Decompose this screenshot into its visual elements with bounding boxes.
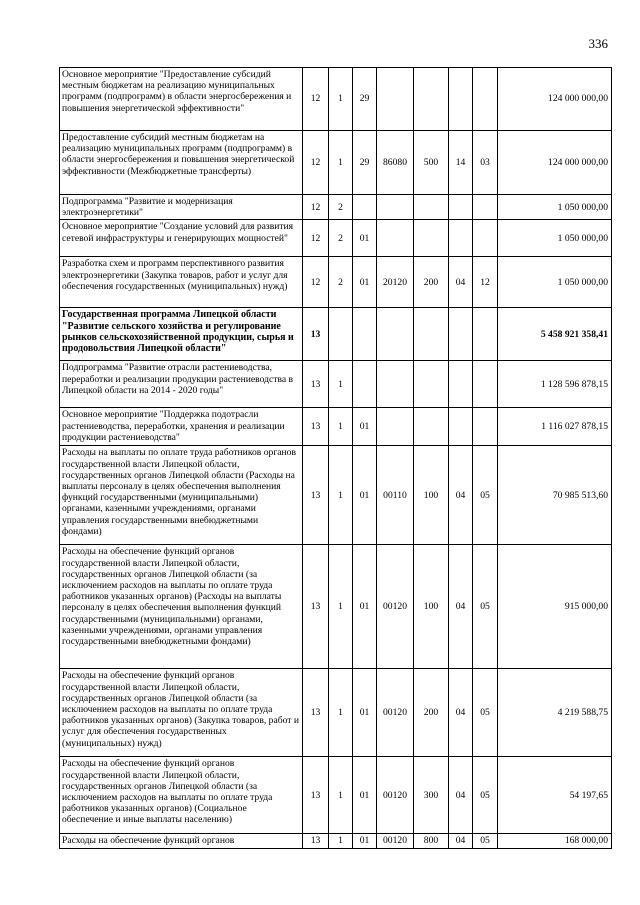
- main-activity-code-cell: 29: [353, 68, 377, 131]
- amount-cell: 1 050 000,00: [498, 195, 612, 220]
- main-activity-code-cell: 01: [353, 545, 377, 669]
- row-name-cell: Подпрограмма "Развитие отрасли растениеводства, переработки и реализации продукции растениеводства в Липецкой области на 2014 - 2020 годы": [60, 361, 303, 408]
- table-row: [60, 308, 612, 361]
- program-code-cell: 13: [303, 308, 329, 361]
- amount-cell: 1 050 000,00: [498, 257, 612, 308]
- subprogram-code-cell: 1: [329, 834, 353, 848]
- subprogram-code-cell: 2: [329, 220, 353, 257]
- main-activity-code-cell: [353, 308, 377, 361]
- subsection-code-cell: [473, 361, 498, 408]
- row-name-cell: Расходы на обеспечение функций органов государственной власти Липецкой области, государственных органов Липецкой области (за исключением расходов на выплаты по оплате труда работников указанных органов) (Социальное обеспечение и иные выплаты населению): [60, 757, 303, 834]
- direction-code-cell: 00110: [377, 446, 414, 545]
- row-name-cell: Расходы на обеспечение функций органов государственной власти Липецкой области, государственных органов Липецкой области (за исключением расходов на выплаты по оплате труда работников указанных органов) (Расходы на выплаты персоналу в целях обеспечения выполнения функций государственными (муниципальными) органами, казенными учреждениями, органами управления государственными внебюджетными фондами): [60, 545, 303, 669]
- expense-type-code-cell: 500: [414, 131, 449, 195]
- direction-code-cell: 86080: [377, 131, 414, 195]
- program-code-cell: 13: [303, 757, 329, 834]
- row-name-cell: Государственная программа Липецкой области "Развитие сельского хозяйства и регулирование рынков сельскохозяйственной продукции, сырья и продовольствия Липецкой области": [60, 308, 303, 361]
- subprogram-code-cell: 2: [329, 257, 353, 308]
- expense-type-code-cell: [414, 220, 449, 257]
- row-name-cell: Подпрограмма "Развитие и модернизация электроэнергетики": [60, 195, 303, 220]
- expense-type-code-cell: [414, 195, 449, 220]
- program-code-cell: 12: [303, 68, 329, 131]
- subprogram-code-cell: 1: [329, 669, 353, 757]
- subprogram-code-cell: 1: [329, 408, 353, 446]
- subprogram-code-cell: 1: [329, 545, 353, 669]
- row-name-cell: Расходы на обеспечение функций органов: [60, 834, 303, 848]
- subsection-code-cell: 05: [473, 669, 498, 757]
- table-row: [60, 834, 612, 848]
- expense-type-code-cell: 800: [414, 834, 449, 848]
- direction-code-cell: [377, 220, 414, 257]
- amount-cell: 70 985 513,60: [498, 446, 612, 545]
- section-code-cell: 04: [449, 757, 473, 834]
- amount-cell: 4 219 588,75: [498, 669, 612, 757]
- main-activity-code-cell: 01: [353, 220, 377, 257]
- table-row: [60, 446, 612, 545]
- subsection-code-cell: 05: [473, 757, 498, 834]
- main-activity-code-cell: [353, 195, 377, 220]
- amount-cell: 915 000,00: [498, 545, 612, 669]
- section-code-cell: [449, 308, 473, 361]
- row-name-cell: Основное мероприятие "Предоставление субсидий местным бюджетам на реализацию муниципальных программ (подпрограмм) в области энергосбережения и повышения энергетической эффективности": [60, 68, 303, 131]
- program-code-cell: 12: [303, 257, 329, 308]
- amount-cell: 1 128 596 878,15: [498, 361, 612, 408]
- table-row: [60, 195, 612, 220]
- main-activity-code-cell: 01: [353, 669, 377, 757]
- section-code-cell: 04: [449, 834, 473, 848]
- program-code-cell: 13: [303, 446, 329, 545]
- section-code-cell: 04: [449, 257, 473, 308]
- amount-cell: 1 050 000,00: [498, 220, 612, 257]
- subsection-code-cell: 05: [473, 446, 498, 545]
- section-code-cell: [449, 220, 473, 257]
- section-code-cell: [449, 195, 473, 220]
- expense-type-code-cell: 200: [414, 257, 449, 308]
- amount-cell: 168 000,00: [498, 834, 612, 848]
- program-code-cell: 13: [303, 408, 329, 446]
- direction-code-cell: [377, 195, 414, 220]
- main-activity-code-cell: [353, 361, 377, 408]
- budget-table: [59, 67, 612, 849]
- table-row: [60, 361, 612, 408]
- row-name-cell: Основное мероприятие "Создание условий для развития сетевой инфраструктуры и генерирующих мощностей": [60, 220, 303, 257]
- amount-cell: 5 458 921 358,41: [498, 308, 612, 361]
- row-name-cell: Основное мероприятие "Поддержка подотрасли растениеводства, переработки, хранения и реализации продукции растениеводства": [60, 408, 303, 446]
- expense-type-code-cell: 100: [414, 446, 449, 545]
- expense-type-code-cell: 200: [414, 669, 449, 757]
- subsection-code-cell: 12: [473, 257, 498, 308]
- table-row: [60, 757, 612, 834]
- row-name-cell: Расходы на обеспечение функций органов государственной власти Липецкой области, государственных органов Липецкой области (за исключением расходов на выплаты по оплате труда работников указанных органов) (Закупка товаров, работ и услуг для обеспечения государственных (муниципальных) нужд): [60, 669, 303, 757]
- table-row: [60, 669, 612, 757]
- program-code-cell: 13: [303, 834, 329, 848]
- subprogram-code-cell: [329, 308, 353, 361]
- table-body: [60, 68, 612, 849]
- subprogram-code-cell: 1: [329, 68, 353, 131]
- expense-type-code-cell: [414, 68, 449, 131]
- section-code-cell: 04: [449, 669, 473, 757]
- subsection-code-cell: 03: [473, 131, 498, 195]
- expense-type-code-cell: [414, 408, 449, 446]
- program-code-cell: 12: [303, 195, 329, 220]
- section-code-cell: [449, 408, 473, 446]
- program-code-cell: 13: [303, 669, 329, 757]
- program-code-cell: 13: [303, 361, 329, 408]
- subprogram-code-cell: 1: [329, 361, 353, 408]
- expense-type-code-cell: 300: [414, 757, 449, 834]
- direction-code-cell: [377, 308, 414, 361]
- program-code-cell: 13: [303, 545, 329, 669]
- table-row: [60, 131, 612, 195]
- main-activity-code-cell: 01: [353, 757, 377, 834]
- subsection-code-cell: [473, 408, 498, 446]
- section-code-cell: 04: [449, 545, 473, 669]
- program-code-cell: 12: [303, 220, 329, 257]
- section-code-cell: [449, 361, 473, 408]
- section-code-cell: [449, 68, 473, 131]
- subprogram-code-cell: 2: [329, 195, 353, 220]
- section-code-cell: 04: [449, 446, 473, 545]
- direction-code-cell: [377, 361, 414, 408]
- expense-type-code-cell: [414, 361, 449, 408]
- page-number: 336: [588, 36, 608, 51]
- amount-cell: 124 000 000,00: [498, 131, 612, 195]
- subprogram-code-cell: 1: [329, 446, 353, 545]
- section-code-cell: 14: [449, 131, 473, 195]
- main-activity-code-cell: 01: [353, 834, 377, 848]
- amount-cell: 1 116 027 878,15: [498, 408, 612, 446]
- direction-code-cell: 00120: [377, 545, 414, 669]
- table-row: [60, 545, 612, 669]
- table-row: [60, 220, 612, 257]
- subsection-code-cell: [473, 308, 498, 361]
- direction-code-cell: 20120: [377, 257, 414, 308]
- subsection-code-cell: [473, 220, 498, 257]
- direction-code-cell: 00120: [377, 834, 414, 848]
- direction-code-cell: 00120: [377, 757, 414, 834]
- amount-cell: 54 197,65: [498, 757, 612, 834]
- subsection-code-cell: [473, 195, 498, 220]
- table-row: [60, 408, 612, 446]
- subprogram-code-cell: 1: [329, 131, 353, 195]
- expense-type-code-cell: [414, 308, 449, 361]
- subprogram-code-cell: 1: [329, 757, 353, 834]
- main-activity-code-cell: 01: [353, 446, 377, 545]
- main-activity-code-cell: 01: [353, 257, 377, 308]
- main-activity-code-cell: 01: [353, 408, 377, 446]
- amount-cell: 124 000 000,00: [498, 68, 612, 131]
- table-row: [60, 68, 612, 131]
- program-code-cell: 12: [303, 131, 329, 195]
- direction-code-cell: [377, 68, 414, 131]
- subsection-code-cell: [473, 68, 498, 131]
- row-name-cell: Предоставление субсидий местным бюджетам на реализацию муниципальных программ (подпрограмм) в области энергосбережения и повышения энергетической эффективности (Межбюджетные трансферты): [60, 131, 303, 195]
- row-name-cell: Разработка схем и программ перспективного развития электроэнергетики (Закупка товаров, работ и услуг для обеспечения государственных (муниципальных) нужд): [60, 257, 303, 308]
- expense-type-code-cell: 100: [414, 545, 449, 669]
- subsection-code-cell: 05: [473, 545, 498, 669]
- row-name-cell: Расходы на выплаты по оплате труда работников органов государственной власти Липецкой области, государственных органов Липецкой области (Расходы на выплаты персоналу в целях обеспечения выполнения функций государственными (муниципальными) органами, казенными учреждениями, органами управления государственными внебюджетными фондами): [60, 446, 303, 545]
- direction-code-cell: [377, 408, 414, 446]
- table-row: [60, 257, 612, 308]
- direction-code-cell: 00120: [377, 669, 414, 757]
- main-activity-code-cell: 29: [353, 131, 377, 195]
- subsection-code-cell: 05: [473, 834, 498, 848]
